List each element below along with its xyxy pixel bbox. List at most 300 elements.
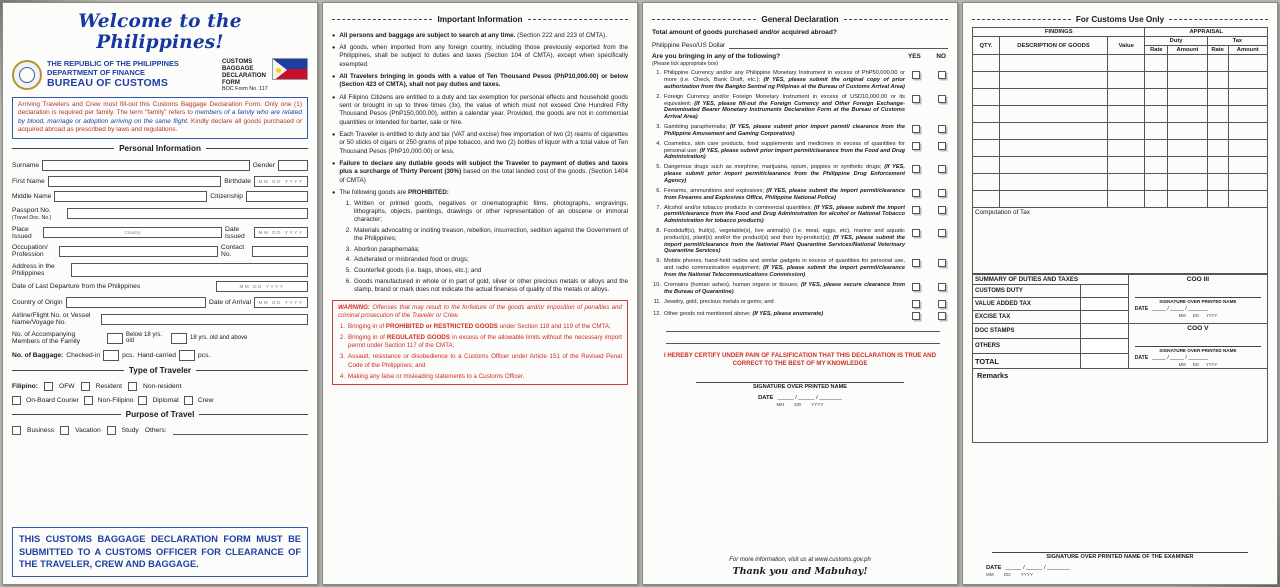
remarks-area[interactable] — [972, 369, 1268, 443]
instructions-part-3: Kindly declare all goods purchased or acquired abroad as prescribed by laws and regulations. — [18, 117, 302, 134]
country-origin-field[interactable] — [66, 297, 206, 308]
yes-checkbox[interactable] — [912, 95, 920, 103]
item-number: 8. — [656, 228, 661, 235]
date-label: DATE — [986, 565, 1002, 571]
non-filipino-checkbox[interactable] — [84, 396, 93, 405]
bringing-question: Are you bringing in any of the following? — [652, 53, 781, 60]
goods-row[interactable] — [973, 123, 1268, 140]
prohibited-item — [332, 200, 628, 225]
no-checkbox[interactable] — [938, 71, 946, 79]
tick-box-hint: (Please tick appropriate box) — [652, 61, 719, 67]
diplomat-label: Diplomat — [152, 396, 179, 404]
no-checkbox[interactable] — [938, 206, 946, 214]
place-issued-field[interactable]: Country — [43, 227, 222, 238]
item-rest: in excess of the allowable limits without the necessary import permit under Section 117 of the CMTA; — [348, 334, 622, 350]
checked-in-pcs-label: pcs. — [122, 351, 135, 359]
item-text: Cosmetics, skin care products, food supplements and medicines in excess of quantities for personal use; — [664, 140, 905, 154]
yes-checkbox[interactable] — [912, 142, 920, 150]
accompanying-label: No. of Accompanying Members of the Family — [12, 330, 81, 346]
no-checkbox[interactable] — [938, 229, 946, 237]
last-departure-label: Date of Last Departure from the Philippines — [12, 283, 141, 291]
appraisal-header: APPRAISAL — [1145, 28, 1268, 37]
date-issued-label: Date Issued — [225, 225, 245, 240]
examiner-signature-block — [972, 536, 1268, 577]
birthdate-label: Birthdate — [224, 177, 251, 185]
bullet-bold: All Travelers bringing in goods with a value of Ten Thousand Pesos (PhP10,000.00) or below (Section 423 of CMTA), shall not pay duties and taxes. — [339, 73, 628, 89]
traveler-signature-block — [696, 382, 903, 407]
submission-notice: THIS CUSTOMS BAGGAGE DECLARATION FORM MUST BE SUBMITTED TO A CUSTOMS OFFICER FOR CLEARANCE OF THE TRAVELER, CREW AND BAGGAGE. — [12, 527, 308, 577]
date-label: DATE — [758, 395, 774, 402]
item-note: (If YES, please enumerate) — [752, 310, 824, 317]
no-checkbox[interactable] — [938, 165, 946, 173]
goods-row[interactable] — [973, 174, 1268, 191]
prohibited-item — [332, 256, 628, 264]
date-label: DATE — [1134, 306, 1149, 312]
info-bullet — [332, 32, 628, 40]
declaration-item — [652, 70, 948, 90]
passport-label — [12, 207, 64, 221]
date-arrival-field[interactable]: MM DD YYYY — [254, 297, 308, 308]
country-origin-label: Country of Origin — [12, 298, 63, 306]
item-number: 2. — [656, 93, 661, 100]
coo-iii-label: COO III — [1186, 276, 1210, 283]
bullet-bold: Failure to declare any dutiable goods will subject the Traveler to payment of duties and taxes plus a surcharge of Thirty Percent (30%) — [339, 160, 628, 176]
value-added-tax-value[interactable] — [1081, 298, 1129, 311]
date-field[interactable]: _____ / _____ / _______ — [777, 395, 842, 402]
instructions-part-1: Arriving Travelers and Crew must fill-out this Customs Baggage Declaration Form. Only one (1) declaration is required per family. The term "family" refers to — [18, 101, 302, 117]
last-departure-field[interactable]: MM DD YYYY — [216, 281, 308, 292]
coo-iii-cell — [1128, 275, 1267, 324]
baggage-label: No. of Baggage: — [12, 351, 64, 359]
yes-checkbox[interactable] — [912, 189, 920, 197]
middle-name-label: Middle Name — [12, 193, 52, 201]
item-text: Other goods not mentioned above; — [664, 310, 753, 317]
bullet-bold: All persons and baggage are subject to search at any time. — [339, 31, 516, 39]
date-format-hint: MM DD YYYY — [1178, 362, 1218, 367]
yes-checkbox[interactable] — [912, 206, 920, 214]
footer — [652, 557, 948, 577]
date-issued-field[interactable]: MM DD YYYY — [254, 227, 308, 238]
signature-line[interactable] — [1135, 297, 1261, 298]
total-label: TOTAL — [973, 354, 1081, 369]
business-checkbox[interactable] — [12, 426, 21, 435]
certification-statement: I HEREBY CERTIFY UNDER PAIN OF FALSIFICATION THAT THIS DECLARATION IS TRUE AND CORRECT TO THE BEST OF MY KNOWLEDGE — [664, 351, 936, 368]
item-text: Counterfeit goods (i.e. bags, shoes, etc.); and — [354, 267, 482, 275]
hand-carried-pcs-label: pcs. — [198, 351, 211, 359]
declaration-item — [652, 164, 948, 184]
item-text: Goods manufactured in whole or in part of gold, silver or other precious metals or alloys and the stamp, brand or mark does not indicate the actual fineness of quality of the metals or alloys. — [354, 277, 628, 293]
declaration-item — [652, 188, 948, 202]
item-note: (If YES, please submit the original copy of prior authorization from the Bangko Sentral ng Pilipinas at the Bureau of Customs Arrival Area) — [664, 76, 905, 90]
bullet-icon: ● — [332, 95, 336, 102]
total-value[interactable] — [1081, 354, 1129, 369]
declaration-item — [652, 94, 948, 121]
item-text: Mobile phones, hand-held radios and similar gadgets in excess of quantities for personal use, and radio communication equipment; — [664, 258, 905, 272]
tax-header: Tax — [1207, 37, 1267, 46]
on-board-courier-checkbox[interactable] — [12, 396, 21, 405]
panel-general-declaration — [642, 2, 958, 585]
summary-table — [972, 274, 1268, 369]
value-header: Value — [1108, 37, 1145, 55]
warning-item — [338, 353, 622, 369]
date-arrival-label: Date of Arrival — [209, 298, 251, 306]
panel-important-information — [322, 2, 638, 585]
prohibited-item — [332, 246, 628, 254]
first-name-field[interactable] — [48, 176, 222, 187]
value-added-tax-label: VALUE ADDED TAX — [973, 298, 1081, 311]
enumerate-line[interactable] — [666, 335, 940, 344]
others-label: Others: — [144, 427, 167, 435]
item-number: 5. — [656, 164, 661, 171]
contact-field[interactable] — [252, 246, 308, 257]
goods-row[interactable] — [973, 157, 1268, 174]
bullet-bold: PROHIBITED: — [407, 189, 449, 197]
coo-v-cell — [1128, 324, 1267, 369]
middle-name-field[interactable] — [54, 191, 207, 202]
type-of-traveler-heading: Type of Traveler — [12, 366, 308, 375]
gender-field[interactable] — [278, 160, 308, 171]
customs-duty-label: CUSTOMS DUTY — [973, 285, 1081, 298]
item-number: 6. — [656, 187, 661, 194]
item-text: Bringing in of — [348, 334, 387, 342]
place-issued-label: Place Issued — [12, 225, 32, 240]
prohibited-item — [332, 227, 628, 243]
above-18-count-field[interactable] — [171, 333, 187, 344]
general-declaration-heading: General Declaration — [652, 15, 948, 24]
resident-checkbox[interactable] — [81, 382, 90, 391]
item-number: 6. — [345, 277, 351, 285]
item-text: Making any false or misleading statements to a Customs Officer. — [348, 372, 525, 380]
findings-appraisal-table — [972, 27, 1268, 274]
item-number: 10. — [653, 281, 661, 288]
goods-row[interactable] — [973, 89, 1268, 106]
no-checkbox[interactable] — [938, 259, 946, 267]
passport-label-sub: (Travel Doc. No.) — [12, 214, 52, 221]
checked-in-label: Checked-in — [66, 351, 101, 359]
below-18-count-field[interactable] — [107, 333, 123, 344]
date-field[interactable]: _____ / _____ / _______ — [1152, 355, 1208, 361]
info-bullet — [332, 44, 628, 69]
declaration-item — [652, 205, 948, 225]
birthdate-field[interactable]: MM DD YYYY — [254, 176, 308, 187]
vacation-checkbox[interactable] — [60, 426, 69, 435]
ofw-label: OFW — [59, 383, 75, 391]
non-filipino-label: Non-Filipino — [97, 396, 134, 404]
warning-intro: Offenses that may result to the forfeiture of the goods and/or imposition of penalties and criminal prosecution of the Traveler or Crew. — [338, 304, 622, 320]
item-number: 2. — [339, 334, 345, 342]
item-text: Bringing in of — [348, 323, 386, 331]
goods-row[interactable] — [973, 106, 1268, 123]
bullet-icon: ● — [332, 74, 336, 81]
item-note: (If YES, please submit prior import permit/clearance from the Food and Drug Administration) — [664, 147, 906, 161]
study-checkbox[interactable] — [107, 426, 116, 435]
bullet-text: The following goods are — [339, 189, 408, 197]
prohibited-item — [332, 267, 628, 275]
no-checkbox[interactable] — [938, 95, 946, 103]
goods-row[interactable] — [973, 72, 1268, 89]
first-name-label: First Name — [12, 177, 45, 185]
citizenship-label: Citizenship — [210, 193, 243, 201]
item-text: Alcohol and/or tobacco products in commercial quantities; — [664, 204, 815, 211]
no-checkbox[interactable] — [938, 312, 946, 320]
info-bullet — [332, 131, 628, 156]
bullet-rest: based on the total landed cost of the goods. (Section 1404 of CMTA) — [339, 168, 628, 184]
item-number: 4. — [345, 256, 351, 264]
resident-label: Resident — [95, 383, 123, 391]
declaration-item — [652, 141, 948, 161]
bureau-of-customs-seal-icon — [12, 60, 42, 90]
others-label: OTHERS — [973, 339, 1081, 354]
instructions-part-2: members of a family who are related by blood, marriage or adoption arriving on the same flight. — [18, 109, 302, 125]
form-title: CUSTOMS BAGGAGE DECLARATION FORM — [222, 58, 266, 86]
department-line: DEPARTMENT OF FINANCE — [47, 67, 145, 77]
duty-header: Duty — [1145, 37, 1207, 46]
signature-label: SIGNATURE OVER PRINTED NAME — [752, 384, 848, 391]
declaration-item — [652, 228, 948, 255]
summary-title: SUMMARY OF DUTIES AND TAXES — [973, 275, 1129, 285]
declaration-item — [652, 282, 948, 296]
goods-row[interactable] — [973, 191, 1268, 208]
contact-label: Contact No. — [221, 244, 245, 259]
no-checkbox[interactable] — [938, 125, 946, 133]
item-text: Abortion paraphernalia; — [354, 245, 420, 253]
item-number: 1. — [656, 70, 661, 77]
doc-stamps-value[interactable] — [1081, 324, 1129, 339]
date-format-hint: MM DD YYYY — [986, 572, 1034, 577]
item-note: (If YES, please submit prior import permit/clearance from the Philippine Drug Enforcement Agency) — [664, 164, 905, 184]
others-field[interactable] — [173, 426, 308, 435]
warning-item — [338, 323, 622, 331]
item-number: 1. — [339, 323, 345, 331]
warning-item — [338, 334, 622, 350]
no-checkbox[interactable] — [938, 300, 946, 308]
yes-checkbox[interactable] — [912, 283, 920, 291]
coo-v-label: COO V — [1187, 325, 1209, 332]
signature-line[interactable] — [696, 382, 903, 383]
coo-v-signature-block — [1131, 346, 1265, 367]
occupation-label: Occupation/ Profession — [12, 244, 48, 259]
thank-you-line: Thank you and Mabuhay! — [732, 566, 868, 577]
warning-item — [338, 373, 622, 381]
date-field[interactable]: _____ / _____ / _______ — [1005, 565, 1070, 571]
item-number: 5. — [345, 267, 351, 275]
goods-row[interactable] — [973, 140, 1268, 157]
item-number: 3. — [339, 353, 345, 361]
non-resident-checkbox[interactable] — [128, 382, 137, 391]
warning-box — [332, 300, 628, 385]
bullet-icon: ● — [332, 45, 336, 52]
item-number: 4. — [656, 140, 661, 147]
passport-label-main: Passport No. — [12, 206, 51, 214]
crew-label: Crew — [197, 396, 214, 404]
item-text: Written or printed goods, negatives or cinematographic films, photographs, engravings, lithographs, objects, paintings, drawings or other representation of an obscene or immoral character; — [354, 199, 628, 224]
personal-information-heading: Personal Information — [12, 144, 308, 153]
declaration-item — [652, 258, 948, 278]
goods-row[interactable] — [973, 55, 1268, 72]
instructions-box — [12, 97, 308, 139]
info-bullet — [332, 73, 628, 89]
crew-checkbox[interactable] — [184, 396, 193, 405]
item-text: Gambling paraphernalia; — [664, 124, 730, 131]
study-label: Study — [121, 427, 139, 435]
yes-checkbox[interactable] — [912, 229, 920, 237]
item-number: 3. — [345, 245, 351, 253]
others-value[interactable] — [1081, 339, 1129, 354]
item-number: 12. — [653, 310, 661, 317]
checked-in-field[interactable] — [103, 350, 119, 361]
citizenship-field[interactable] — [246, 191, 308, 202]
info-bullet — [332, 160, 628, 185]
yes-checkbox[interactable] — [912, 300, 920, 308]
item-text: Philippine Currency and/or any Philippine Monetary Instrument in excess of PhP50,000.00 or more (i.e. Check, Bank Draft, etc.); — [664, 70, 905, 83]
item-number: 9. — [656, 258, 661, 265]
yes-checkbox[interactable] — [912, 259, 920, 267]
prohibited-item — [332, 278, 628, 294]
item-text: Adulterated or misbranded food or drugs; — [354, 256, 469, 264]
doc-stamps-label: DOC STAMPS — [973, 324, 1081, 339]
item-note: (If YES, please submit the import permit/clearance from the National Plant Quarantine Services/National Veterinary Quarantine Services) — [664, 234, 905, 255]
panel-front — [2, 2, 318, 585]
excise-tax-value[interactable] — [1081, 311, 1129, 324]
gender-label: Gender — [252, 162, 275, 170]
item-text: Firearms, ammunitions and explosives; — [664, 187, 767, 194]
examiner-signature-label: SIGNATURE OVER PRINTED NAME OF THE EXAMINER — [1046, 554, 1194, 560]
item-text: Foreign Currency and/or Foreign Monetary Instrument in excess of USD10,000.00 or its equivalent; — [664, 93, 905, 107]
findings-header: FINDINGS — [973, 28, 1145, 37]
signature-line[interactable] — [1135, 346, 1261, 347]
item-note: (If YES, please submit the import permit/clearance from the Food and Drug Administration for alcohol or National Tobacco Administration for tobacco products) — [664, 204, 905, 225]
item-text: Dangerous drugs such as morphine, marijuana, opium, poppies or synthetic drugs; — [664, 164, 885, 171]
bullet-text: All goods, when imported from any foreign country, including those previously exported from the Philippines, shall be subject to duties and taxes (Section 104 of CMTA), except when specifically exempted. — [339, 44, 628, 68]
welcome-banner: Welcome to the Philippines! — [78, 11, 242, 53]
signature-label: SIGNATURE OVER PRINTED NAME — [1159, 299, 1237, 304]
no-column-label: NO — [936, 53, 946, 60]
item-number: 3. — [656, 124, 661, 131]
declaration-item — [652, 311, 948, 320]
business-label: Business — [27, 427, 55, 435]
customs-use-only-heading: For Customs Use Only — [972, 15, 1268, 24]
total-amount-question: Total amount of goods purchased and/or acquired abroad? — [652, 29, 837, 36]
form-number: BOC Form No. 117 — [222, 86, 268, 92]
bullet-icon: ● — [332, 190, 336, 197]
item-note: (If YES, please submit the import permit/clearance from the National Telecommunications Commission) — [664, 265, 905, 278]
vacation-label: Vacation — [75, 427, 101, 435]
airline-field[interactable] — [101, 314, 308, 325]
yes-checkbox[interactable] — [912, 312, 920, 320]
yes-column-label: YES — [908, 53, 921, 60]
bullet-icon: ● — [332, 32, 336, 39]
item-note: (If YES, please submit prior import permit/ clearance from the Philippine Amusement and Gaming Corporation) — [664, 124, 905, 137]
item-number: 7. — [656, 204, 661, 211]
occupation-field[interactable] — [59, 246, 218, 257]
enumerate-line[interactable] — [666, 323, 940, 332]
currency-label: Philippine Peso/US Dollar — [652, 42, 726, 49]
item-note: (If YES, please secure clearance from the Bureau of Quarantine) — [664, 281, 905, 295]
computation-of-tax-cell[interactable]: Computation of Tax — [973, 208, 1268, 274]
hand-carried-field[interactable] — [179, 350, 195, 361]
yes-checkbox[interactable] — [912, 71, 920, 79]
date-format-hint: MM DD YYYY — [1178, 313, 1218, 318]
declaration-item — [652, 299, 948, 308]
address-field[interactable] — [71, 263, 308, 277]
republic-line: THE REPUBLIC OF THE PHILIPPINES — [47, 59, 179, 69]
item-text: Materials advocating or inciting treason, rebellion, insurrection, sedition against the Government of the Philippines; — [354, 226, 628, 243]
important-information-heading: Important Information — [332, 15, 628, 24]
item-bold: PROHIBITED or RESTRICTED GOODS — [385, 323, 498, 331]
surname-label: Surname — [12, 162, 40, 170]
panel-customs-use-only — [962, 2, 1278, 585]
bullet-text: All Filipino Citizens are entitled to a duty and tax exemption for personal effects and household goods sent or brought in up to three times (3x), the value of which must not exceed One Hundred Fifty Thousand Pesos (PhP150,000.00), within a calendar year. Provided, the goods are not in commercial quantities or intended for barter, sale or hire. — [339, 94, 628, 126]
duty-rate-header: Rate — [1145, 46, 1168, 55]
duty-amount-header: Amount — [1168, 46, 1207, 55]
signature-line[interactable] — [992, 552, 1248, 553]
bullet-icon: ● — [332, 161, 336, 168]
form-identity — [222, 58, 308, 92]
above-18-label: 18 yrs. old and above — [190, 334, 248, 341]
item-number: 4. — [339, 372, 345, 380]
yes-checkbox[interactable] — [912, 165, 920, 173]
passport-field[interactable] — [67, 208, 308, 219]
signature-label: SIGNATURE OVER PRINTED NAME — [1159, 348, 1237, 353]
item-text: Cremains (human ashes), human organs or tissues; — [664, 281, 801, 288]
item-bold: REGULATED GOODS — [386, 334, 451, 342]
date-field[interactable]: _____ / _____ / _______ — [1152, 306, 1208, 312]
info-url-line: For more information, visit us at www.customs.gov.ph — [729, 557, 871, 563]
date-format-hint: MM DD YYYY — [776, 402, 824, 408]
hand-carried-label: Hand-carried — [137, 351, 177, 359]
item-note: (If YES, please fill-out the Foreign Currency and Other Foreign Exchange-Denominated Bearer Monetary Instruments Declaration Form at the Bureau of Customs Arrival Area) — [664, 100, 905, 121]
non-resident-label: Non-resident — [143, 383, 182, 391]
no-checkbox[interactable] — [938, 189, 946, 197]
remarks-label: Remarks — [977, 371, 1009, 380]
bureau-line: BUREAU OF CUSTOMS — [47, 77, 169, 90]
philippine-flag-icon — [272, 58, 308, 80]
no-checkbox[interactable] — [938, 142, 946, 150]
no-checkbox[interactable] — [938, 283, 946, 291]
diplomat-checkbox[interactable] — [138, 396, 147, 405]
item-rest: under Section 118 and 119 of the CMTA; — [497, 323, 611, 331]
bullet-text: Each Traveler is entitled to duty and tax (VAT and excise) free importation of two (2) reams of cigarettes or 50 sticks of cigars or 250 grams of pipe tobacco, and two (2) bottles of liquor with a total value of Ten Thousand Pesos (PhP10,000.00) or less. — [339, 131, 628, 155]
customs-duty-value[interactable] — [1081, 285, 1129, 298]
item-number: 11. — [653, 298, 661, 305]
address-label: Address in the Philippines — [12, 262, 55, 277]
info-bullet — [332, 94, 628, 127]
tax-rate-header: Rate — [1207, 46, 1228, 55]
bullet-rest: (Section 222 and 223 of CMTA). — [515, 31, 607, 39]
item-note: (If YES, please submit the import permit/clearance from Firearms and Explosives Office, Philippine National Police) — [664, 187, 906, 201]
ofw-checkbox[interactable] — [44, 382, 53, 391]
item-text: Assault, resistance or disobedience to a Customs Officer under Article 151 of the Revised Penal Code of the Philippines; and — [348, 353, 622, 369]
item-number: 1. — [345, 199, 351, 207]
filipino-label: Filipino: — [12, 383, 38, 391]
surname-field[interactable] — [42, 160, 250, 171]
on-board-courier-label: On-Board Courier — [26, 396, 79, 404]
excise-tax-label: EXCISE TAX — [973, 311, 1081, 324]
bullet-icon: ● — [332, 132, 336, 139]
below-18-label: Below 18 yrs. old — [126, 331, 163, 345]
tax-amount-header: Amount — [1228, 46, 1268, 55]
agency-names — [47, 60, 217, 89]
yes-checkbox[interactable] — [912, 125, 920, 133]
info-bullet — [332, 189, 628, 197]
airline-label: Airline/Flight No. or Vessel Name/Voyage No. — [12, 312, 91, 327]
qty-header: QTY. — [973, 37, 1000, 55]
description-header: DESCRIPTION OF GOODS — [1000, 37, 1108, 55]
item-number: 2. — [345, 226, 351, 234]
amount-field[interactable] — [729, 39, 948, 49]
item-text: Foodstuff(s), fruit(s), vegetable(s), live animal(s) (i.e. meat, eggs, etc), marine and aquatic product(s), plant(s) and/or the product(s) and their by-product(s); — [664, 228, 905, 241]
agency-header — [12, 58, 308, 92]
